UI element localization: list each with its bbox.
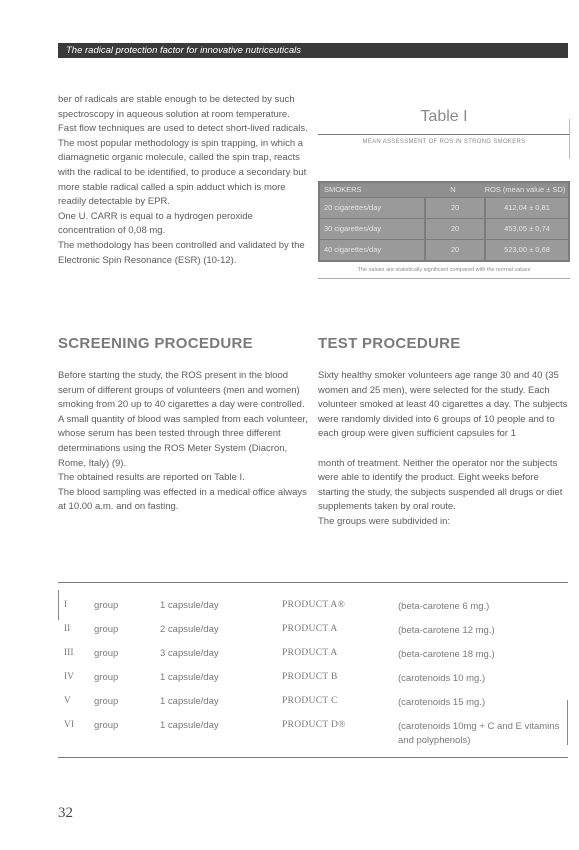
group-product: PRODUCT B bbox=[282, 672, 338, 682]
group-number: VI bbox=[64, 720, 75, 730]
table-bottom-rule bbox=[318, 278, 570, 279]
intro-paragraph: The methodology has been controlled and validated by the Electronic Spin Resonance (ESR) (10-12). bbox=[58, 239, 305, 266]
table-cell: 20 bbox=[426, 219, 486, 239]
table-cell: 412,04 ± 0,81 bbox=[486, 198, 568, 218]
test-text bbox=[318, 369, 570, 530]
group-product: PRODUCT D® bbox=[282, 720, 346, 730]
test-paragraph: Sixty healthy smoker volunteers age range 30 and 40 (35 women and 25 men), were selected for the study. Each volunteer smoked at least 40 cigarettes a day. The subjects were randomly divided into 6 groups of 10 people and to each group were given sufficient capsules for 1 bbox=[318, 370, 568, 440]
group-dose: 1 capsule/day bbox=[160, 672, 219, 683]
screening-paragraph: The obtained results are reported on Table I. bbox=[58, 472, 245, 484]
screening-paragraph: Before starting the study, the ROS present in the blood serum of different groups of volunteers (men and women) smoking from 20 up to 40 cigarettes a day were controlled. bbox=[58, 370, 305, 411]
table-1 bbox=[318, 108, 570, 279]
group-number: IV bbox=[64, 672, 75, 682]
group-dose: 2 capsule/day bbox=[160, 624, 219, 635]
table-header-cell: N bbox=[450, 185, 456, 194]
table-cell: 40 cigarettes/day bbox=[320, 240, 426, 260]
table-grid bbox=[318, 181, 570, 262]
intro-paragraph: ber of radicals are stable enough to be detected by such spectroscopy in aqueous solution at room temperature. Fast flow techniques are used to detect short-lived radicals. The most popular methodology is spin trapping, in which a diamagnetic organic molecule, called the spin trap, reacts with the radical to be identified, to produce a secondary but more stable radical called a spin adduct which is more readily detectable by EPR. bbox=[58, 94, 308, 208]
table-title: Table I bbox=[420, 108, 468, 125]
group-description: (beta-carotene 18 mg.) bbox=[398, 649, 495, 660]
group-label: group bbox=[94, 672, 119, 683]
group-label: group bbox=[94, 648, 119, 659]
group-label: group bbox=[94, 624, 119, 635]
table-cell: 523,00 ± 0,68 bbox=[486, 240, 568, 260]
screening-paragraph: The blood sampling was effected in a medical office always at 10.00 a.m. and on fasting. bbox=[58, 486, 307, 513]
test-paragraph: The groups were subdivided in: bbox=[318, 515, 451, 527]
table-header-cell: ROS (mean value ± SD) bbox=[484, 185, 566, 194]
table-row bbox=[320, 219, 568, 239]
group-description: (carotenoids 15 mg.) bbox=[398, 697, 486, 708]
group-product: PRODUCT A® bbox=[282, 600, 346, 610]
table-note: The values are statistically significant compared with the normal values bbox=[357, 267, 531, 273]
group-dose: 1 capsule/day bbox=[160, 600, 219, 611]
group-dose: 1 capsule/day bbox=[160, 696, 219, 707]
screening-heading: SCREENING PROCEDURE bbox=[58, 335, 253, 352]
group-description: (carotenoids 10 mg.) bbox=[398, 673, 486, 684]
group-description: (beta-carotene 12 mg.) bbox=[398, 625, 495, 636]
table-cell: 20 cigarettes/day bbox=[320, 198, 426, 218]
group-number: III bbox=[64, 648, 74, 658]
group-number: I bbox=[64, 600, 68, 610]
group-dose: 3 capsule/day bbox=[160, 648, 219, 659]
group-description: (carotenoids 10mg + C and E vitamins and polyphenols) bbox=[398, 721, 560, 746]
group-label: group bbox=[94, 720, 119, 731]
table-cell: 453,05 ± 0,74 bbox=[486, 219, 568, 239]
test-heading: TEST PROCEDURE bbox=[318, 335, 461, 352]
table-header-row bbox=[320, 183, 568, 197]
group-label: group bbox=[94, 696, 119, 707]
table-cell: 20 bbox=[426, 198, 486, 218]
running-title: The radical protection factor for innovative nutriceuticals bbox=[66, 45, 301, 56]
screening-paragraph: A small quantity of blood was sampled from each volunteer, whose serum has been tested through three different determinations using the ROS Meter System (Diacron, Rome, Italy) (9). bbox=[58, 413, 308, 469]
intro-text bbox=[58, 93, 308, 268]
intro-paragraph: One U. CARR is equal to a hydrogen peroxide concentration of 0,08 mg. bbox=[58, 210, 253, 237]
group-product: PRODUCT C bbox=[282, 696, 338, 706]
table-rule bbox=[318, 134, 570, 135]
group-product: PRODUCT A bbox=[282, 624, 338, 634]
table-header-cell: SMOKERS bbox=[324, 185, 362, 194]
page-number: 32 bbox=[58, 805, 73, 821]
test-paragraph: month of treatment. Neither the operator nor the subjects were able to identify the product. Eight weeks before starting the study, the subjects suspended all drugs or diet supplements taken by oral route. bbox=[318, 457, 563, 513]
group-label: group bbox=[94, 600, 119, 611]
groups-bottom-rule bbox=[58, 757, 568, 758]
group-dose: 1 capsule/day bbox=[160, 720, 219, 731]
groups-table bbox=[58, 582, 568, 758]
table-spacer bbox=[318, 149, 570, 181]
table-subtitle: MEAN ASSESSMENT OF ROS IN STRONG SMOKERS bbox=[362, 139, 526, 145]
groups-left-bar bbox=[58, 590, 59, 620]
table-cell: 20 bbox=[426, 240, 486, 260]
group-description: (beta-carotene 6 mg.) bbox=[398, 601, 490, 612]
group-number: II bbox=[64, 624, 71, 634]
table-row bbox=[320, 198, 568, 218]
running-header bbox=[58, 43, 568, 58]
group-number: V bbox=[64, 696, 71, 706]
group-product: PRODUCT A bbox=[282, 648, 338, 658]
screening-text bbox=[58, 369, 308, 515]
table-row bbox=[320, 240, 568, 260]
table-cell: 30 cigarettes/day bbox=[320, 219, 426, 239]
groups-top-rule bbox=[58, 582, 568, 583]
